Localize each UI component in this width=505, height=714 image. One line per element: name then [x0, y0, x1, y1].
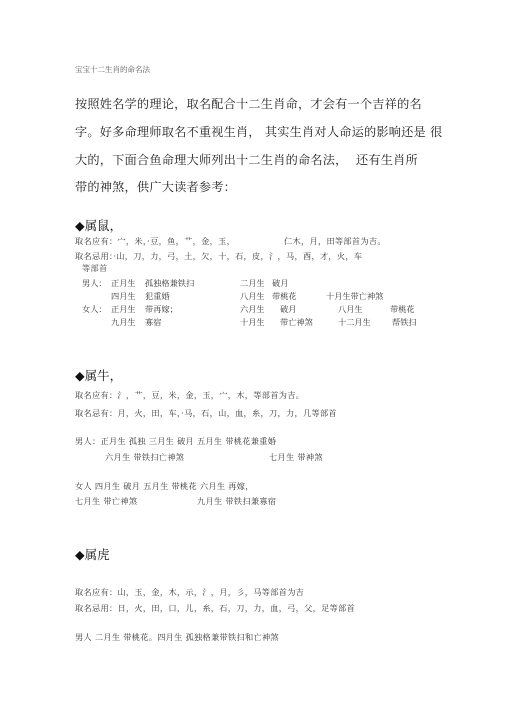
ox-male-line-2b: 七月生 带神煞	[269, 452, 323, 462]
rat-cell: 孤独格兼铁扫	[145, 278, 195, 288]
rat-cell: 八月生	[338, 304, 363, 314]
rat-cell: 帮铁扫	[392, 317, 417, 327]
ox-good-radicals: 取名应有：氵，艹，豆，米，金，玉，宀，木，等部首为吉。	[75, 390, 305, 400]
rat-cell: 正月生	[111, 304, 136, 314]
rat-heading: ◆属鼠，	[75, 218, 123, 233]
intro-line-3: 大的，下面合鱼命理大师列出十二生肖的命名法，	[75, 153, 348, 167]
ox-bad-radicals: 取名忌有：月，火，田，车，·马，石，山，血，糸，刀，力，几等部首	[75, 408, 337, 418]
rat-good-radicals: 取名应有：宀，米，·豆，鱼，艹，金，玉，	[75, 236, 236, 246]
document-header: 宝宝十二生肖的命名法	[75, 65, 150, 74]
rat-cell: 二月生	[240, 278, 265, 288]
rat-good-radicals-tail: 仁木，月，田等部首为吉。	[284, 236, 386, 246]
rat-cell: 八月生	[240, 291, 265, 301]
rat-cell: 十月生带亡神煞	[326, 291, 384, 301]
intro-line-4: 带的神煞，供广大读者参考：	[75, 180, 237, 194]
rat-cell: 四月生	[111, 291, 136, 301]
rat-bad-radicals-cont: 等部首	[82, 263, 108, 273]
rat-female-label: 女人：	[82, 304, 107, 314]
rat-cell: 正月生	[111, 278, 136, 288]
rat-cell: 寡宿	[145, 317, 162, 327]
rat-cell: 带桃花	[390, 304, 415, 314]
rat-cell: 带桃花	[272, 291, 297, 301]
ox-female-line-1: 女人 四月生 破月 五月生 带桃花 六月生 再嫁，	[75, 481, 254, 491]
ox-female-line-2b: 九月生 带铁扫兼寡宿	[197, 496, 277, 506]
rat-cell: 十二月生	[338, 317, 371, 327]
rat-male-label: 男人：	[82, 278, 107, 288]
rat-cell: 犯重婚	[145, 291, 170, 301]
ox-male-line-1: 男人：正月生 孤独 三月生 破月 五月生 带桃花兼重婚	[75, 436, 277, 446]
ox-heading: ◆属牛，	[75, 368, 123, 383]
tiger-bad-radicals: 取名忌用：日，火，田，口，儿，糸，石，刀，力，血，弓，父，足等部首	[75, 603, 356, 613]
tiger-male-line-1: 男人 二月生 带桃花。四月生 孤独格兼带铁扫和亡神煞	[75, 632, 279, 642]
ox-male-line-2a: 六月生 带铁扫亡神煞	[105, 452, 185, 462]
rat-cell: 带亡神煞	[280, 317, 313, 327]
rat-cell: 破月	[280, 304, 297, 314]
rat-cell: 带再嫁；	[145, 304, 178, 314]
rat-cell: 六月生	[240, 304, 265, 314]
rat-cell: 破月	[272, 278, 289, 288]
rat-bad-radicals: 取名忌用：·山，刀，力，弓，土，欠，十，石，皮，氵，马，酉，才，火，车	[75, 251, 363, 261]
ox-female-line-2a: 七月生 带亡神煞	[75, 496, 138, 506]
rat-cell: 十月生	[240, 317, 265, 327]
intro-line-2: 字。好多命理师取名不重视生肖， 其实生肖对人命运的影响还是 很	[75, 125, 443, 139]
tiger-heading: ◆属虎	[75, 547, 110, 562]
rat-cell: 九月生	[111, 317, 136, 327]
intro-line-3-tail: 还有生肖所	[356, 153, 418, 167]
tiger-good-radicals: 取名应有：山，玉，金，木，示，氵，月，彡，马等部首为吉	[75, 587, 305, 597]
intro-line-1: 按照姓名学的理论，取名配合十二生肖命，才会有一个吉祥的名	[75, 97, 422, 111]
